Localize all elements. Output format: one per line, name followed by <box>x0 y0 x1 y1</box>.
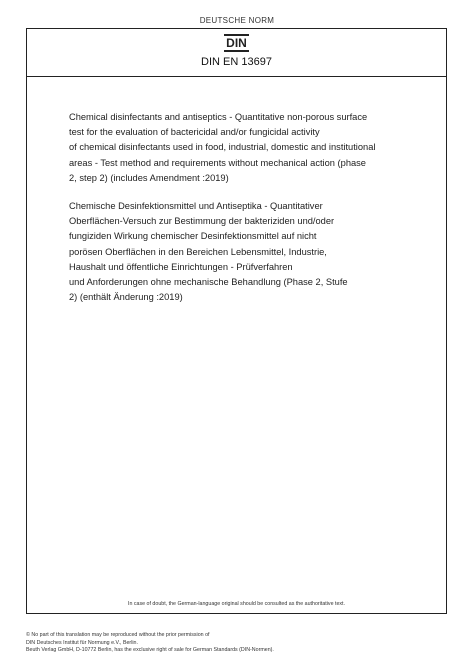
title-box <box>27 29 446 77</box>
english-title-line: test for the evaluation of bactericidal and/or fungicidal activity <box>69 127 320 138</box>
footer-line: © No part of this translation may be reproduced without the prior permission of <box>26 632 210 638</box>
din-logo-text: DIN <box>226 36 247 50</box>
cover-frame <box>26 28 447 614</box>
english-title <box>69 110 409 186</box>
din-logo <box>27 34 446 52</box>
doubt-notice: In case of doubt, the German-language original should be consulted as the authoritative text. <box>127 601 346 607</box>
german-title <box>69 199 409 305</box>
german-title-line: fungiziden Wirkung chemischer Desinfektionsmittel auf nicht <box>69 231 317 242</box>
german-title-line: Haushalt und öffentliche Einrichtungen - Prüfverfahren <box>69 261 293 272</box>
english-title-line: Chemical disinfectants and antiseptics - Quantitative non-porous surface <box>69 112 368 122</box>
document-number: DIN EN 13697 <box>201 56 272 68</box>
english-title-line: 2, step 2) (includes Amendment :2019) <box>69 172 229 183</box>
english-title-line: areas - Test method and requirements without mechanical action (phase <box>69 157 366 168</box>
german-title-line: porösen Oberflächen in den Bereichen Lebensmittel, Industrie, <box>69 246 327 257</box>
standard-type-label: DEUTSCHE NORM <box>199 16 275 25</box>
german-title-line: und Anforderungen ohne mechanische Behandlung (Phase 2, Stufe <box>69 277 348 288</box>
footer-line: Beuth Verlag GmbH, D-10772 Berlin, has the exclusive right of sale for German Standards (DIN-Normen). <box>26 647 274 654</box>
german-title-line: Oberflächen-Versuch zur Bestimmung der bakteriziden und/oder <box>69 216 335 227</box>
footer-line: DIN Deutsches Institut für Normung e.V., Berlin. <box>26 639 138 646</box>
english-title-line: of chemical disinfectants used in food, industrial, domestic and institutional <box>69 142 376 153</box>
german-title-line: Chemische Desinfektionsmittel und Antiseptika - Quantitativer <box>69 201 323 211</box>
german-title-line: 2) (enthält Änderung :2019) <box>69 292 183 303</box>
copyright-footer <box>26 632 274 655</box>
